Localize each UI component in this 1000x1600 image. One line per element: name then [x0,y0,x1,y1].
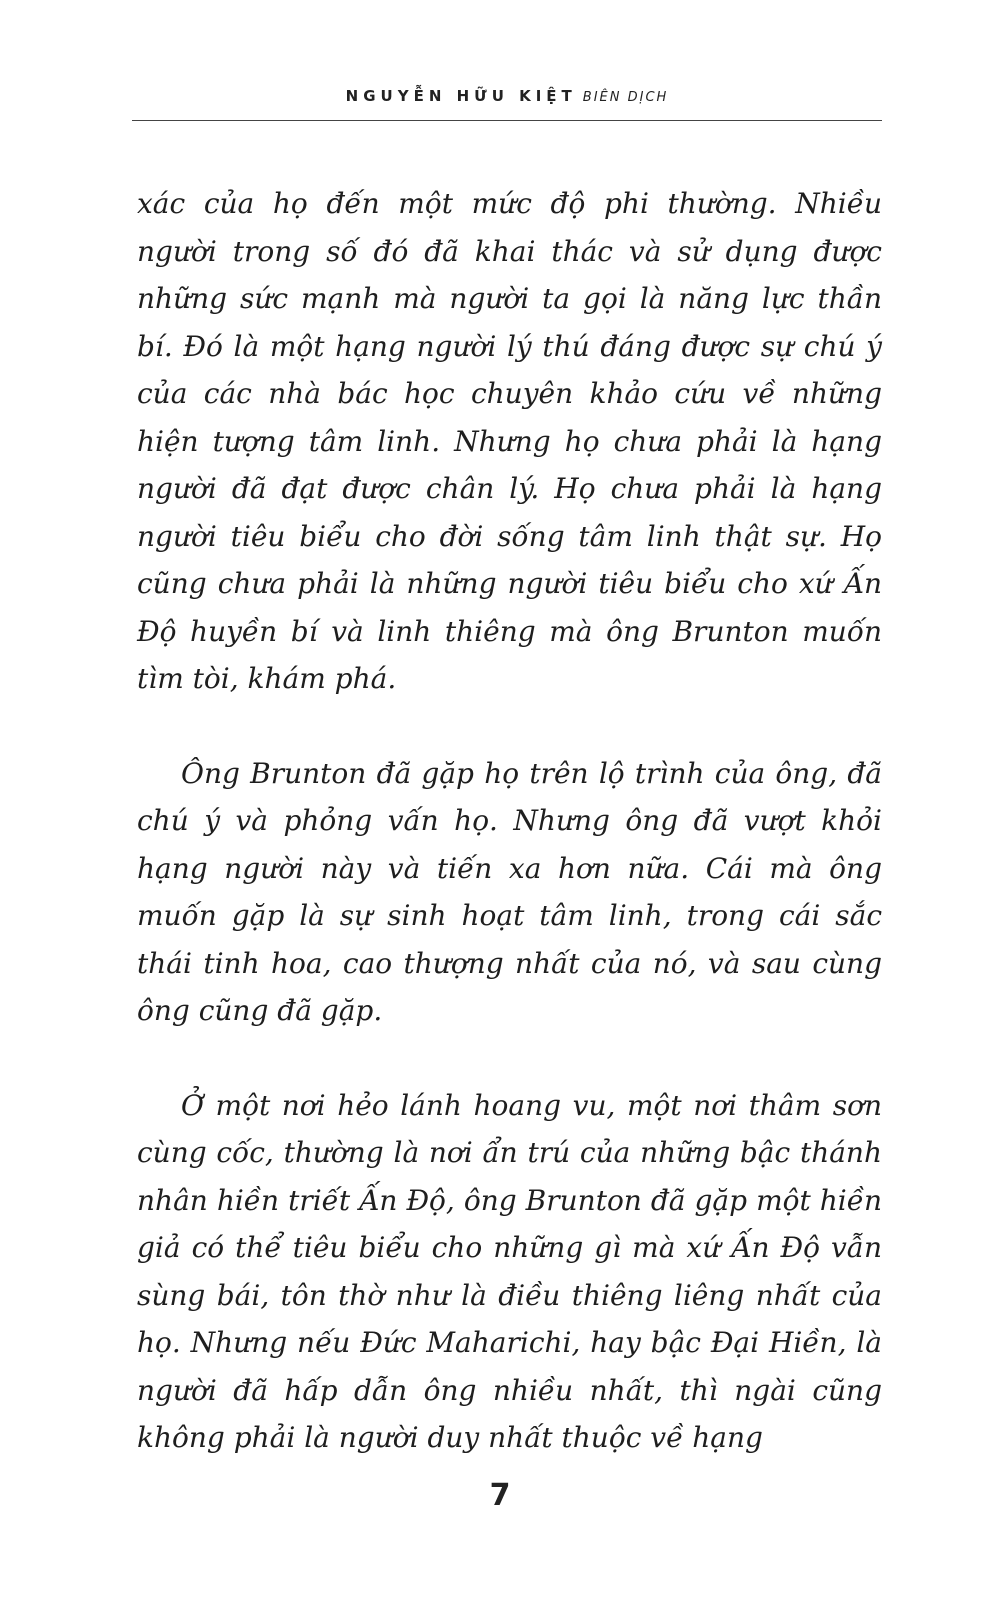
body-text [137,180,882,1462]
paragraph-2: Ông Brunton đã gặp họ trên lộ trình của ông, đã chú ý và phỏng vấn họ. Nhưng ông đã vượt khỏi hạng người này và tiến xa hơn nữa. Cái mà ông muốn gặp là sự sinh hoạt tâm linh, trong cái sắc thái tinh hoa, cao thượng nhất của nó, và sau cùng ông cũng đã gặp. [137,756,882,1027]
running-head [132,86,882,108]
header-author: NGUYỄN HỮU KIỆT [345,87,577,105]
paragraph-1: xác của họ đến một mức độ phi thường. Nhiều người trong số đó đã khai thác và sử dụng được những sức mạnh mà người ta gọi là năng lực thần bí. Đó là một hạng người lý thú đáng được sự chú ý của các nhà bác học chuyên khảo cứu về những hiện tượng tâm linh. Nhưng họ chưa phải là hạng người đã đạt được chân lý. Họ chưa phải là hạng người tiêu biểu cho đời sống tâm linh thật sự. Họ cũng chưa phải là những người tiêu biểu cho xứ Ấn Độ huyền bí và linh thiêng mà ông Brunton muốn tìm tòi, khám phá. [137,187,882,695]
page-number: 7 [489,1478,511,1513]
header-rule [132,120,882,121]
paragraph-3: Ở một nơi hẻo lánh hoang vu, một nơi thâm sơn cùng cốc, thường là nơi ẩn trú của những bậc thánh nhân hiền triết Ấn Độ, ông Brunton đã gặp một hiền giả có thể tiêu biểu cho những gì mà xứ Ấn Độ vẫn sùng bái, tôn thờ như là điều thiêng liêng nhất của họ. Nhưng nếu Đức Maharichi, hay bậc Đại Hiền, là người đã hấp dẫn ông nhiều nhất, thì ngài cũng không phải là người duy nhất thuộc về hạng [137,1088,882,1454]
header-role: BIÊN DỊCH [582,90,669,105]
